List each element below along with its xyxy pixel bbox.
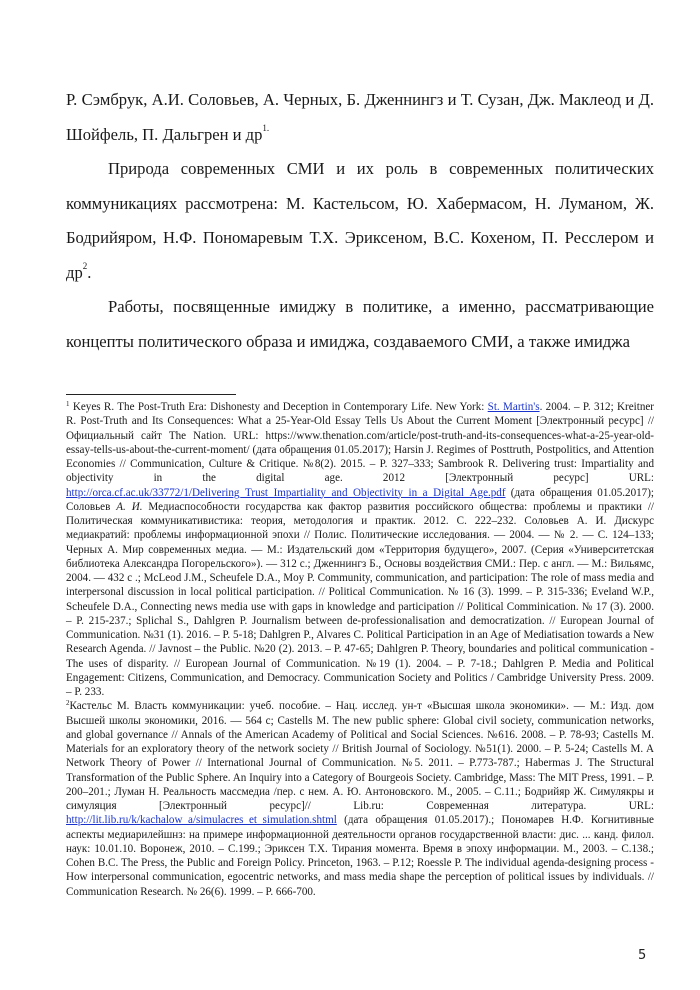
- footnote-text: Keyes R. The Post-Truth Era: Dishonesty and Deception in Contemporary Life. New York:: [69, 401, 488, 413]
- paragraph-image-politics: [66, 290, 654, 359]
- footnote-2: [66, 699, 654, 899]
- footnote-text: (дата обращения 01.05.2017).; Пономарев Н.Ф. Когнитивные аспекты медиарилейшнз: на примере информационной деятельности органов государственной власти: дис. ... канд. филол. наук: 10.01.10. Воронеж, 2010. – С.199.; Эриксен Т.Х. Тирания момента. Время в эпоху информации. М., 2003. – С.138.; Cohen B.C. The Press, the Public and Foreign Policy. Princeton, 1963. – P.12; Roessle P. The individual agenda-designing process - How interpersonal communication, egocentric networks, and mass media shape the perception of political issues by individuals. // Communication Research. № 26(6). 1999. – P. 666-700.: [66, 814, 654, 898]
- paragraph-modern-media: [66, 152, 654, 290]
- footnote-ref-2[interactable]: 2: [82, 260, 88, 271]
- paragraph-text: Работы, посвященные имиджу в политике, а именно, рассматривающие концепты политического образа и имиджа, создаваемого СМИ, а также имиджа: [66, 297, 654, 351]
- page-number: 5: [638, 948, 647, 963]
- footnote-link[interactable]: St. Martin's: [487, 401, 540, 413]
- footnote-text: Медиаспособности государства как фактор развития российского общества: проблемы и практики // Политическая коммуникативистика: теория, методология и практик. 2012. С. 222–232. Соловьев А. И. Дискурс медиакратий: проблемы информационной эпохи // Полис. Политические исследования. — 2004. — № 2. — С. 124–133; Черных А. Мир современных медиа. — М.: Издательский дом «Территория будущего», 2007. (Серия «Университетская библиотека Александра Погорельского»). — 312 с.; Дженнингз Б., Основы воздействия СМИ.: Пер. с англ. — М.: Вильямс, 2004. — 432 с .; McLeod J.M., Scheufele D.A., Moy P. Community, communication, and participation: The role of mass media and interpersonal discussion in local political participation. // Political Communication. № 16 (3). 1999. – P. 315-336; Eveland W.P., Scheufele D.A., Connecting news media use with gaps in knowledge and participation // Political Comminication. № 17 (3). 2000. – P. 215-237.; Splichal S., Dahlgren P. Journalism between de-professionalisation and democratization. // European Journal of Communication. №31 (1). 2016. – P. 5-18; Dahlgren P., Alvares C. Political Participation in an Age of Mediatisation towards a New Research Agenda. // Javnost – the Public. №20 (2). 2013. – P. 47-65; Dahlgren P. Theory, boundaries and political communication - The uses of disparity. // European Journal of Communication. №19 (1). 2004. – P. 7-18.; Dahlgren P. Media and Political Engagement: Citizens, Communication, and Democracy. Communication Society and Politics / Cambridge University Press. 2009. – P. 233.: [66, 500, 655, 698]
- footnote-number: 2: [66, 699, 70, 708]
- paragraph-end-punct: .: [87, 262, 92, 282]
- footnote-link[interactable]: http://lit.lib.ru/k/kachalow_a/simulacres_et_simulation.shtml: [66, 814, 337, 827]
- footnote-ref-1[interactable]: 1.: [262, 122, 270, 133]
- footnote-1: [66, 400, 654, 699]
- main-text: [66, 83, 654, 359]
- footnote-text: . 2004. – P. 312; Kreitner R. Post-Truth and Its Consequences: What a 25-Year-Old Essay Tells Us About the Current Moment [Электронный ресурс] // Официальный сайт The Nation. URL: https://www.thenation.com/article/post-truth-and-its-consequences-what-a-25-year-old-essay-tells-us-about-the-current-moment/ (дата обращения 01.05.2017); Harsin J. Regimes of Posttruth, Postpolitics, and Attention Economies // Communication, Culture & Critique. №8(2). 2015. – P. 327–333; Sambrook R. Delivering trust: Impartiality and objectivity in the digital age. 2012 [Электронный ресурс] URL:: [66, 401, 654, 485]
- footnote-separator: [66, 394, 236, 395]
- footnote-text: Кастельс М. Власть коммуникации: учеб. пособие. – Нац. исслед. ун-т «Высшая школа экономики». — М.: Изд. дом Высшей школы экономики, 2016. — 564 с; Castells M. The new public sphere: Global civil society, communication networks, and global governance // Annals of the American Academy of Political and Social Sciences. №616. 2008. – P. 78-93; Castells M. Materials for an exploratory theory of the network society // British Journal of Sociology. №51(1). 2000. – P. 5-24; Castells M. A Network Theory of Power // International Journal of Communication. №5. 2011. – P.773-787.; Habermas J. The Structural Transformation of the Public Sphere. An Inquiry into a Category of Bourgeois Society. Cambridge, Mass: The MIT Press, 1991. – P. 200–201.; Луман Н. Реальность массмедиа /пер. с нем. А. Ю. Антоновского. М., 2005. – С.11.; Бодрийяр Ж. Симулякры и симуляция [Электронный ресурс]// Lib.ru: Современная литература. URL:: [66, 700, 654, 812]
- paragraph-text: Природа современных СМИ и их роль в современных политических коммуникациях рассмотрена: М. Кастельсом, Ю. Хабермасом, Н. Луманом, Ж. Бодрийяром, Н.Ф. Пономаревым Т.Х. Эриксеном, В.С. Кохеном, П. Ресслером и др: [66, 159, 654, 282]
- paragraph-authors-continuation: [66, 83, 654, 152]
- footnote-italic-text: А. И.: [116, 500, 143, 513]
- footnote-link[interactable]: http://orca.cf.ac.uk/33772/1/Delivering_Trust_Impartiality_and_Objectivity_in_a_Digital_Age.pdf: [66, 486, 506, 499]
- paragraph-text: Р. Сэмбрук, А.И. Соловьев, А. Черных, Б. Дженнингз и Т. Сузан, Дж. Маклеод и Д. Шойфель, П. Дальгрен и др: [66, 90, 654, 144]
- footnotes: [66, 400, 654, 899]
- footnote-text: (дата обращения 01.05.2017); Соловьев: [66, 486, 654, 513]
- footnote-number: 1: [66, 400, 70, 408]
